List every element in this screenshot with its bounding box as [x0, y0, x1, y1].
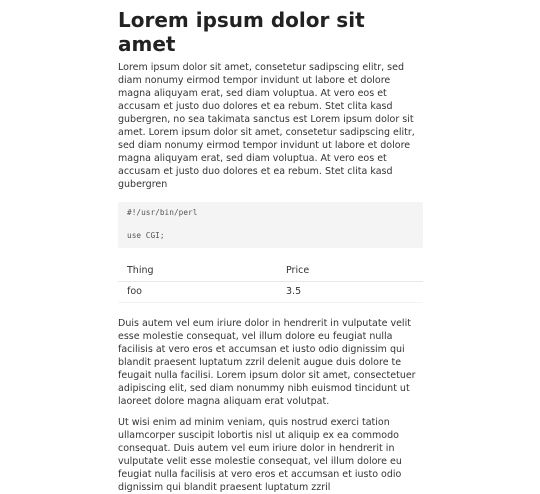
page-title: Lorem ipsum dolor sit amet [118, 8, 365, 56]
code-block [118, 202, 423, 248]
table-header-row [118, 261, 423, 282]
code-line-blank [127, 219, 414, 231]
table-row [118, 281, 423, 302]
column-header-price: Price [286, 265, 310, 276]
code-line: use CGI; [127, 231, 165, 240]
code-line: #!/usr/bin/perl [127, 208, 198, 217]
intro-paragraph: Lorem ipsum dolor sit amet, consetetur sadipscing elitr, sed diam nonumy eirmod tempor invidunt ut labore et dolore magna aliquyam erat, sed diam voluptua. At vero eos et accusam et justo duo dolores et ea rebum. Stet clita kasd gubergren, no sea takimata sanctus est Lorem ipsum dolor sit amet. Lorem ipsum dolor sit amet, consetetur sadipscing elitr, sed diam nonumy eirmod tempor invidunt ut labore et dolore magna aliquyam erat, sed diam voluptua. At vero eos et accusam et justo duo dolores et ea rebum. Stet clita kasd gubergren [118, 62, 415, 190]
body-paragraph: Ut wisi enim ad minim veniam, quis nostrud exerci tation ullamcorper suscipit lobortis nisl ut aliquip ex ea commodo consequat. Duis autem vel eum iriure dolor in hendrerit in vulputate velit esse molestie consequat, vel illum dolore eu feugiat nulla facilisis at vero eros et accumsan et iusto odio dignissim qui blandit praesent luptatum zzril [118, 416, 402, 493]
column-header-thing: Thing [127, 265, 154, 276]
body-paragraph: Duis autem vel eum iriure dolor in hendrerit in vulputate velit esse molestie consequat, vel illum dolore eu feugiat nulla facilisis at vero eros et accumsan et iusto odio dignissim qui blandit praesent luptatum zzril delenit augue duis dolore te feugait nulla facilisi. Lorem ipsum dolor sit amet, consectetuer adipiscing elit, sed diam nonummy nibh euismod tincidunt ut laoreet dolore magna aliquam erat volutpat. [118, 317, 416, 407]
table-cell-price: 3.5 [286, 286, 302, 297]
data-table [118, 261, 423, 303]
document-page [118, 8, 423, 494]
table-cell-thing: foo [127, 286, 142, 297]
